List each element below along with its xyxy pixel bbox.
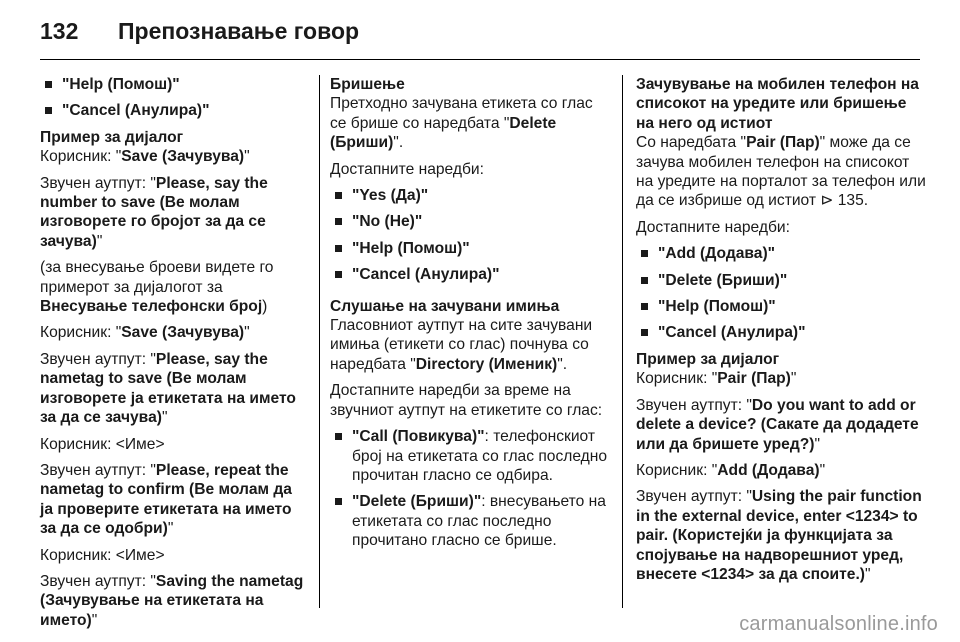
commands-label: Достапните наредби: [330, 160, 484, 178]
delete-paragraph: Претходно зачувана етикета со глас се брише со наредбата "Delete (Бриши)". [330, 95, 593, 152]
example-heading: Пример за дијалог [40, 128, 184, 146]
bullet-item: "Delete (Бриши)": внесувањето на етикетата со глас последно прочитано гласно се брише. [330, 492, 610, 550]
dialog-line: Корисник: <Име> [40, 546, 165, 564]
bullet-item: "Delete (Бриши)" [636, 271, 926, 290]
dialog-line: Звучен аутпут: "Using the pair function in the external device, enter <1234> to pair. (Користејќи ја функцијата за спојување на надворешниот уред, внесете <1234> за да споите.)" [636, 488, 922, 583]
dialog-line: Звучен аутпут: "Please, say the nametag to save (Ве молам изговорете ја етикетата на името за да се зачува)" [40, 350, 296, 427]
listen-paragraph: Гласовниот аутпут на сите зачувани имиња (етикети со глас) почнува со наредбата "Directory (Именик)". [330, 317, 593, 373]
dialog-line: Звучен аутпут: "Do you want to add or delete a device? (Сакате да додадете или да бришете уред?)" [636, 396, 919, 453]
column-1 [40, 75, 308, 637]
pair-heading: Зачувување на мобилен телефон на списокот на уредите или бришење на него од истиот [636, 76, 919, 132]
dialog-line: Корисник: "Pair (Пар)" [636, 370, 797, 388]
bullet-item: "Call (Повикува)": телефонскиот број на етикетата со глас последно прочитан гласно се одбира. [330, 427, 610, 485]
dialog-line: Звучен аутпут: "Please, say the number to save (Ве молам изговорете го бројот за да се зачува)" [40, 174, 268, 250]
bullet-item: "Cancel (Анулира)" [636, 323, 926, 342]
dialog-line: Корисник: "Add (Додава)" [636, 461, 826, 479]
page-title: Препознавање говор [118, 18, 360, 44]
bullet-item: "Help (Помош)" [40, 75, 308, 94]
column-divider-1 [319, 75, 320, 608]
dialog-line: Звучен аутпут: "Saving the nametag (Зачувување на етикетата на името)" [40, 572, 304, 629]
dialog-line: Корисник: "Save (Зачувува)" [40, 148, 250, 166]
example-heading: Пример за дијалог [636, 350, 780, 368]
commands-label: Достапните наредби: [636, 218, 790, 236]
dialog-line: Корисник: <Име> [40, 435, 165, 453]
during-label: Достапните наредби за време на звучниот аутпут на етикетите со глас: [330, 382, 603, 419]
column-3 [636, 75, 926, 591]
bullet-item: "Yes (Да)" [330, 186, 610, 205]
bullet-item: "Help (Помош)" [636, 297, 926, 316]
delete-heading: Бришење [330, 76, 405, 93]
bullet-item: "Cancel (Анулира)" [330, 265, 610, 284]
bullet-item: "Add (Додава)" [636, 244, 926, 263]
pair-paragraph: Со наредбата "Pair (Пар)" може да се зачува мобилен телефон на списокот на уредите на порталот за телефон или да се избрише од истиот ⊳ 135. [636, 134, 926, 210]
bullet-item: "Cancel (Анулира)" [40, 101, 308, 120]
dialog-line: Звучен аутпут: "Please, repeat the nametag to confirm (Ве молам да ја проверите етикетата на името за да се одобри)" [40, 461, 292, 538]
listen-heading: Слушање на зачувани имиња [330, 297, 560, 315]
watermark: carmanualsonline.info [739, 613, 938, 635]
column-divider-2 [622, 75, 623, 608]
dialog-line: (за внесување броеви видете го примерот за дијалогот за Внесување телефонски број) [40, 259, 274, 316]
column-2 [330, 75, 610, 558]
bullet-item: "Help (Помош)" [330, 239, 610, 258]
page-number: 132 [40, 18, 79, 44]
dialog-line: Корисник: "Save (Зачувува)" [40, 324, 250, 342]
bullet-item: "No (Не)" [330, 212, 610, 231]
page-header [40, 18, 359, 48]
header-rule [40, 59, 920, 60]
